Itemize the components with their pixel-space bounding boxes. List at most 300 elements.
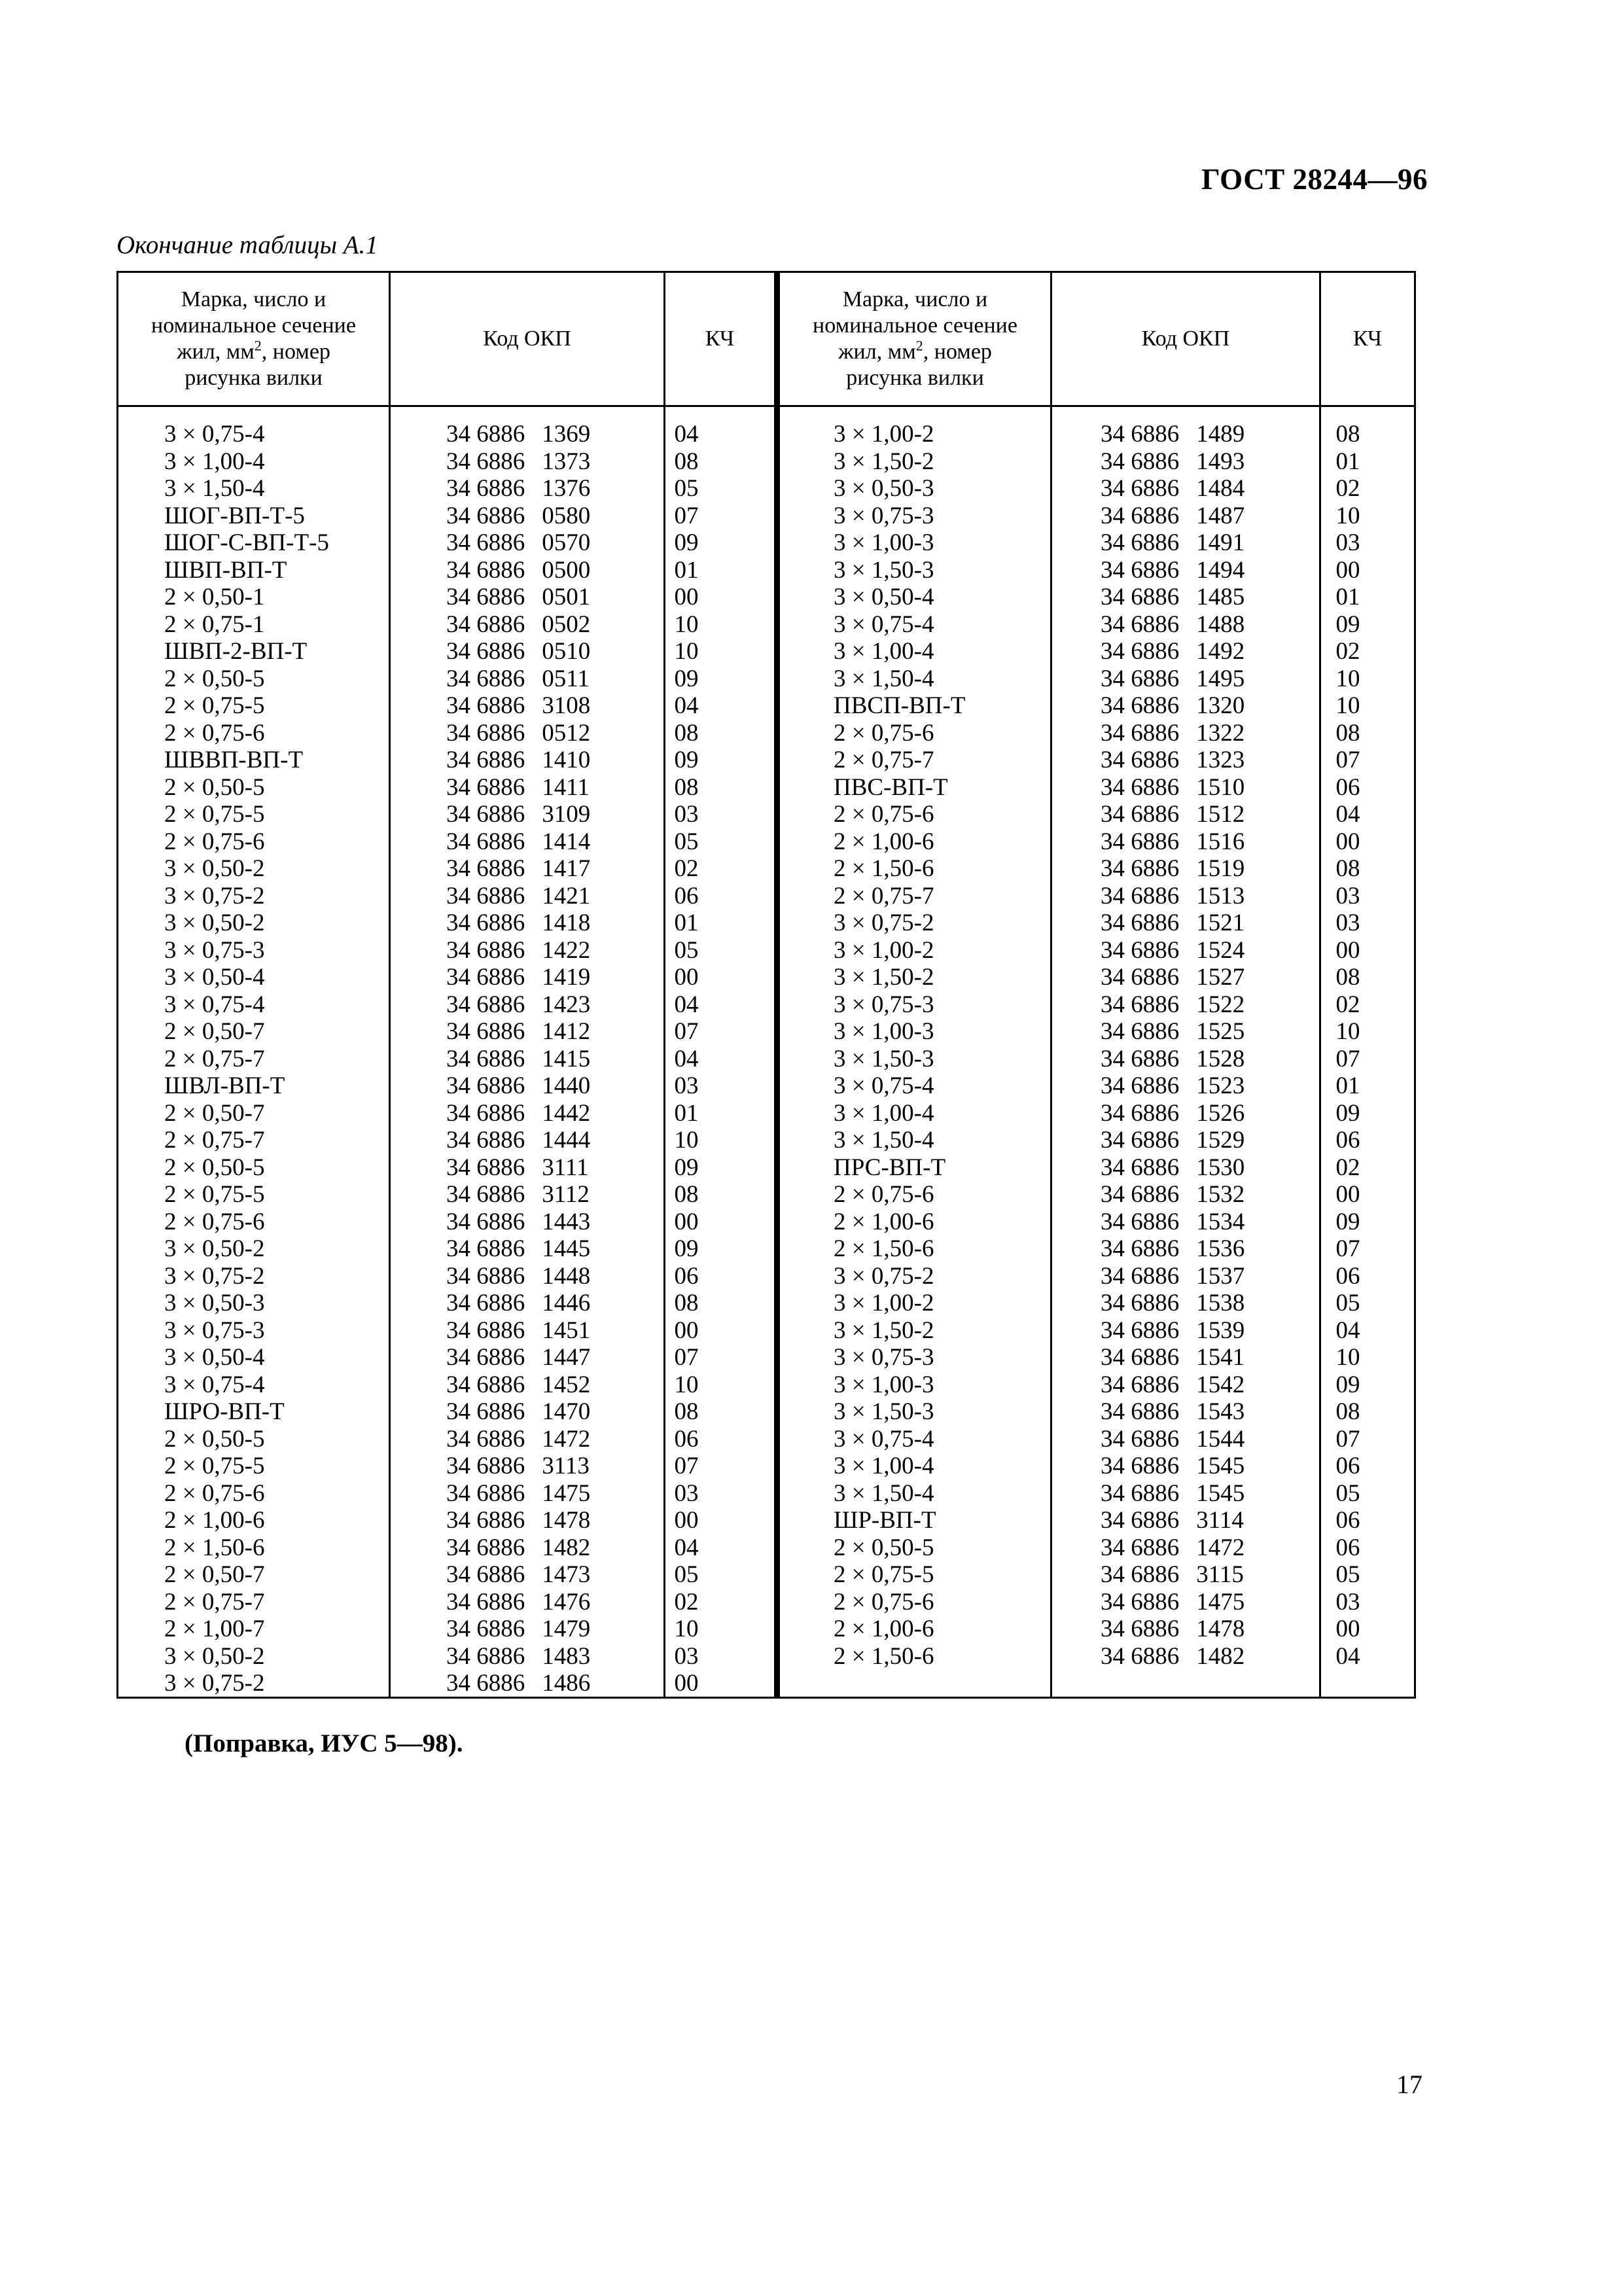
cell-okp-code (446, 883, 590, 910)
okp-prefix: 34 6886 (1101, 801, 1180, 828)
cell-mark: 3 × 0,75-2 (834, 910, 934, 936)
okp-prefix: 34 6886 (1101, 1371, 1180, 1398)
cell-okp-code (446, 1561, 590, 1589)
cell-mark: 3 × 0,75-2 (164, 882, 265, 910)
cell-kch: 00 (674, 1316, 699, 1344)
cell-mark: 3 × 1,50-3 (834, 556, 934, 584)
okp-prefix: 34 6886 (446, 1453, 525, 1479)
okp-number: 1545 (1196, 1479, 1245, 1507)
cell-kch: 08 (674, 448, 699, 475)
okp-prefix: 34 6886 (1101, 1616, 1180, 1642)
cell-mark: 2 × 0,75-6 (164, 719, 265, 747)
okp-prefix: 34 6886 (1101, 638, 1180, 665)
okp-prefix: 34 6886 (1101, 910, 1180, 936)
okp-number: 1495 (1196, 665, 1245, 692)
okp-number: 1532 (1196, 1181, 1245, 1208)
okp-prefix: 34 6886 (446, 475, 525, 502)
okp-number: 1421 (542, 882, 591, 910)
table-row (118, 1181, 1414, 1209)
cell-okp-code (446, 1480, 590, 1508)
cell-mark: 2 × 1,00-7 (164, 1616, 265, 1642)
cell-okp-code (446, 720, 590, 747)
cell-kch: 10 (674, 610, 699, 638)
cell-okp-code (1101, 1046, 1244, 1073)
okp-prefix: 34 6886 (446, 1235, 525, 1262)
cell-kch: 09 (1335, 1371, 1360, 1398)
okp-number: 1534 (1196, 1208, 1245, 1235)
table-row (118, 1100, 1414, 1127)
cell-mark: 3 × 1,50-2 (834, 448, 934, 475)
okp-number: 1475 (542, 1479, 591, 1507)
okp-number: 1489 (1196, 421, 1245, 448)
okp-prefix: 34 6886 (446, 584, 525, 610)
cell-kch: 08 (1335, 421, 1360, 448)
okp-number: 1414 (542, 828, 591, 855)
okp-number: 1513 (1196, 882, 1245, 910)
okp-number: 1443 (542, 1208, 591, 1235)
cell-okp-code (1101, 1371, 1244, 1399)
cell-kch: 04 (674, 1534, 699, 1561)
okp-prefix: 34 6886 (446, 1099, 525, 1127)
okp-number: 1545 (1196, 1453, 1245, 1479)
cell-kch: 05 (674, 828, 699, 855)
cell-kch: 07 (674, 1344, 699, 1371)
okp-prefix: 34 6886 (446, 1534, 525, 1561)
cell-kch: 10 (1335, 502, 1360, 529)
okp-prefix: 34 6886 (1101, 1045, 1180, 1072)
cell-mark: 3 × 0,75-4 (164, 1371, 265, 1398)
data-table (116, 271, 1416, 1699)
cell-okp-code (1101, 584, 1244, 611)
cell-mark: ПВС-ВП-Т (834, 773, 948, 801)
cell-kch: 01 (1335, 1072, 1360, 1099)
cell-okp-code (1101, 1561, 1244, 1589)
cell-kch: 04 (674, 991, 699, 1018)
okp-number: 1541 (1196, 1344, 1245, 1371)
cell-mark: 3 × 0,75-3 (834, 991, 934, 1018)
okp-prefix: 34 6886 (1101, 828, 1180, 855)
cell-mark: 3 × 0,50-2 (164, 855, 265, 882)
cell-kch: 09 (1335, 1099, 1360, 1127)
cell-kch: 06 (674, 1425, 699, 1453)
okp-prefix: 34 6886 (446, 556, 525, 584)
table-row (118, 1561, 1414, 1589)
okp-prefix: 34 6886 (446, 1045, 525, 1072)
okp-number: 1476 (542, 1588, 591, 1616)
cell-mark: 3 × 0,75-4 (834, 1072, 934, 1099)
okp-number: 1445 (542, 1235, 591, 1262)
cell-kch: 00 (1335, 556, 1360, 584)
header-code: Код ОКП (483, 327, 571, 351)
okp-number: 1323 (1196, 747, 1245, 773)
okp-prefix: 34 6886 (446, 1588, 525, 1616)
okp-number: 1422 (542, 936, 591, 964)
okp-prefix: 34 6886 (446, 610, 525, 638)
cell-okp-code (1101, 529, 1244, 557)
cell-mark: 2 × 0,75-7 (164, 1588, 265, 1616)
okp-number: 3113 (542, 1453, 590, 1479)
okp-prefix: 34 6886 (1101, 1316, 1180, 1344)
okp-number: 1523 (1196, 1072, 1245, 1099)
okp-prefix: 34 6886 (1101, 1507, 1180, 1534)
table-row (118, 937, 1414, 964)
cell-okp-code (446, 774, 590, 802)
cell-okp-code (1101, 1643, 1244, 1670)
okp-number: 1373 (542, 448, 591, 475)
okp-prefix: 34 6886 (1101, 1453, 1180, 1479)
cell-kch: 04 (1335, 801, 1360, 828)
cell-kch: 09 (674, 1235, 699, 1262)
okp-number: 1417 (542, 855, 591, 882)
okp-prefix: 34 6886 (1101, 1642, 1180, 1670)
cell-mark: 3 × 0,50-3 (834, 475, 934, 502)
okp-prefix: 34 6886 (1101, 1072, 1180, 1099)
table-row (118, 991, 1414, 1019)
okp-number: 3111 (542, 1154, 589, 1181)
table-row (118, 801, 1414, 828)
okp-prefix: 34 6886 (446, 1316, 525, 1344)
cell-mark: 3 × 1,50-4 (834, 1479, 934, 1507)
cell-okp-code (1101, 1426, 1244, 1453)
cell-kch: 06 (1335, 1453, 1360, 1479)
cell-okp-code (446, 1398, 590, 1426)
okp-number: 1536 (1196, 1235, 1245, 1262)
cell-kch: 01 (1335, 584, 1360, 610)
okp-prefix: 34 6886 (1101, 556, 1180, 584)
cell-kch: 08 (674, 1398, 699, 1425)
cell-kch: 09 (1335, 1208, 1360, 1235)
okp-number: 1542 (1196, 1371, 1245, 1398)
cell-mark: 2 × 0,50-5 (834, 1534, 934, 1561)
cell-mark: 3 × 0,75-4 (164, 991, 265, 1018)
cell-okp-code (446, 692, 590, 720)
cell-okp-code (446, 1154, 589, 1182)
cell-okp-code (446, 1072, 590, 1100)
cell-okp-code (1101, 611, 1244, 639)
cell-kch: 07 (674, 1018, 699, 1045)
cell-mark: 2 × 0,75-6 (164, 828, 265, 855)
cell-mark: 2 × 1,00-6 (834, 1616, 934, 1642)
cell-mark: ПВСП-ВП-Т (834, 692, 966, 719)
cell-kch: 04 (674, 1045, 699, 1072)
okp-number: 1410 (542, 747, 591, 773)
okp-prefix: 34 6886 (1101, 448, 1180, 475)
cell-okp-code (1101, 1616, 1244, 1643)
cell-mark: 2 × 1,00-6 (834, 1208, 934, 1235)
cell-kch: 08 (674, 773, 699, 801)
cell-kch: 00 (674, 1670, 699, 1697)
cell-kch: 06 (674, 1262, 699, 1290)
okp-prefix: 34 6886 (446, 529, 525, 556)
okp-prefix: 34 6886 (446, 692, 525, 719)
cell-kch: 07 (1335, 1425, 1360, 1453)
okp-number: 1482 (1196, 1642, 1245, 1670)
okp-number: 1485 (1196, 584, 1245, 610)
cell-kch: 06 (1335, 1507, 1360, 1534)
okp-number: 0511 (542, 665, 590, 692)
table-header (118, 273, 1414, 407)
okp-number: 1451 (542, 1316, 591, 1344)
cell-okp-code (1101, 665, 1244, 693)
okp-prefix: 34 6886 (446, 828, 525, 855)
okp-number: 3108 (542, 692, 591, 719)
cell-kch: 09 (674, 1154, 699, 1181)
okp-number: 0580 (542, 502, 591, 529)
okp-number: 1512 (1196, 801, 1245, 828)
cell-kch: 09 (674, 665, 699, 692)
cell-mark: 3 × 1,00-4 (164, 448, 265, 475)
cell-okp-code (1101, 1018, 1244, 1046)
cell-kch: 07 (1335, 1235, 1360, 1262)
okp-prefix: 34 6886 (446, 638, 525, 665)
okp-prefix: 34 6886 (1101, 1398, 1180, 1425)
okp-number: 0510 (542, 638, 591, 665)
table-row (118, 1317, 1414, 1345)
cell-kch: 10 (674, 1371, 699, 1398)
okp-number: 1473 (542, 1561, 591, 1588)
cell-mark: 3 × 1,50-2 (834, 1316, 934, 1344)
cell-mark: ШВВП-ВП-Т (164, 747, 304, 773)
cell-okp-code (446, 1589, 590, 1616)
cell-kch: 05 (674, 475, 699, 502)
table-row (118, 1371, 1414, 1399)
cell-okp-code (446, 855, 590, 883)
cell-okp-code (1101, 720, 1244, 747)
okp-prefix: 34 6886 (446, 1642, 525, 1670)
cell-mark: 2 × 1,50-6 (834, 1642, 934, 1670)
okp-prefix: 34 6886 (446, 1344, 525, 1371)
cell-mark: 3 × 0,50-4 (834, 584, 934, 610)
table-row (118, 1072, 1414, 1100)
cell-okp-code (446, 937, 590, 964)
okp-number: 0570 (542, 529, 591, 556)
cell-kch: 01 (1335, 448, 1360, 475)
cell-kch: 05 (674, 936, 699, 964)
cell-mark: ШВП-ВП-Т (164, 556, 287, 584)
cell-mark: 2 × 1,50-6 (164, 1534, 265, 1561)
cell-mark: 3 × 1,50-4 (164, 475, 265, 502)
okp-prefix: 34 6886 (446, 719, 525, 747)
cell-mark: 2 × 1,50-6 (834, 855, 934, 882)
cell-okp-code (1101, 1127, 1244, 1154)
cell-okp-code (446, 1507, 590, 1534)
cell-kch: 00 (1335, 1616, 1360, 1642)
okp-number: 0501 (542, 584, 591, 610)
cell-kch: 00 (1335, 1181, 1360, 1208)
cell-kch: 10 (674, 1616, 699, 1642)
cell-mark: 3 × 0,75-3 (164, 936, 265, 964)
cell-okp-code (446, 1235, 590, 1263)
okp-prefix: 34 6886 (1101, 719, 1180, 747)
cell-okp-code (446, 1371, 590, 1399)
table-row (118, 584, 1414, 611)
okp-number: 1538 (1196, 1290, 1245, 1316)
cell-okp-code (1101, 747, 1244, 774)
table-row (118, 448, 1414, 476)
cell-kch: 02 (1335, 991, 1360, 1018)
cell-okp-code (446, 1426, 590, 1453)
cell-kch: 03 (1335, 529, 1360, 556)
okp-number: 1483 (542, 1642, 591, 1670)
cell-okp-code (1101, 692, 1244, 720)
cell-okp-code (1101, 828, 1244, 856)
okp-prefix: 34 6886 (446, 882, 525, 910)
cell-kch: 02 (674, 1588, 699, 1616)
cell-kch: 03 (674, 801, 699, 828)
cell-kch: 08 (1335, 855, 1360, 882)
okp-prefix: 34 6886 (446, 502, 525, 529)
cell-mark: ШВЛ-ВП-Т (164, 1072, 285, 1099)
okp-number: 1529 (1196, 1127, 1245, 1154)
cell-okp-code (446, 475, 590, 503)
cell-kch: 00 (1335, 828, 1360, 855)
cell-mark: ШОГ-ВП-Т-5 (164, 502, 305, 529)
okp-prefix: 34 6886 (1101, 1208, 1180, 1235)
cell-okp-code (1101, 1290, 1244, 1317)
okp-number: 1530 (1196, 1154, 1245, 1181)
okp-number: 1470 (542, 1398, 591, 1425)
cell-mark: 3 × 0,50-4 (164, 1344, 265, 1371)
okp-prefix: 34 6886 (446, 665, 525, 692)
cell-mark: 3 × 1,50-4 (834, 665, 934, 692)
cell-okp-code (1101, 855, 1244, 883)
cell-mark: 3 × 0,50-3 (164, 1290, 265, 1316)
okp-number: 1444 (542, 1127, 591, 1154)
cell-okp-code (446, 1643, 590, 1670)
cell-mark: 3 × 0,75-3 (834, 502, 934, 529)
table-row (118, 1480, 1414, 1508)
cell-mark: 3 × 0,50-2 (164, 1642, 265, 1670)
cell-mark: 3 × 1,00-2 (834, 421, 934, 448)
cell-mark: 2 × 0,75-7 (834, 747, 934, 773)
okp-number: 1484 (1196, 475, 1245, 502)
okp-number: 1472 (542, 1425, 591, 1453)
cell-okp-code (1101, 937, 1244, 964)
cell-mark: 3 × 1,00-3 (834, 1018, 934, 1045)
cell-kch: 06 (1335, 1534, 1360, 1561)
cell-mark: 3 × 0,50-4 (164, 964, 265, 991)
cell-kch: 04 (1335, 1642, 1360, 1670)
okp-number: 1525 (1196, 1018, 1245, 1045)
cell-okp-code (1101, 801, 1244, 828)
cell-mark: 2 × 0,75-5 (834, 1561, 934, 1588)
okp-prefix: 34 6886 (1101, 855, 1180, 882)
cell-okp-code (1101, 448, 1244, 476)
cell-kch: 07 (674, 1453, 699, 1479)
cell-mark: ШРО-ВП-Т (164, 1398, 285, 1425)
cell-kch: 06 (1335, 1127, 1360, 1154)
cell-kch: 04 (674, 421, 699, 448)
okp-prefix: 34 6886 (446, 855, 525, 882)
cell-okp-code (1101, 475, 1244, 503)
cell-kch: 10 (1335, 692, 1360, 719)
header-kch: КЧ (705, 327, 735, 351)
cell-kch: 00 (674, 1507, 699, 1534)
table-row (118, 910, 1414, 937)
cell-okp-code (1101, 1453, 1244, 1480)
cell-okp-code (446, 1209, 590, 1236)
table-row (118, 1453, 1414, 1480)
cell-mark: 2 × 1,50-6 (834, 1235, 934, 1262)
okp-number: 3115 (1196, 1561, 1244, 1588)
cell-kch: 04 (1335, 1316, 1360, 1344)
okp-number: 0500 (542, 556, 591, 584)
okp-number: 1494 (1196, 556, 1245, 584)
okp-number: 3109 (542, 801, 591, 828)
okp-prefix: 34 6886 (1101, 584, 1180, 610)
cell-mark: 2 × 0,50-7 (164, 1099, 265, 1127)
cell-kch: 06 (1335, 1262, 1360, 1290)
table-caption: Окончание таблицы А.1 (116, 231, 378, 259)
cell-okp-code (1101, 1317, 1244, 1345)
cell-okp-code (1101, 1507, 1244, 1534)
cell-mark: ПРС-ВП-Т (834, 1154, 946, 1181)
okp-number: 1452 (542, 1371, 591, 1398)
cell-okp-code (446, 1290, 590, 1317)
okp-number: 1544 (1196, 1425, 1245, 1453)
header-kch-right: КЧ (1352, 327, 1383, 351)
okp-number: 1492 (1196, 638, 1245, 665)
cell-kch: 00 (674, 964, 699, 991)
standard-number: ГОСТ 28244—96 (1201, 163, 1428, 196)
okp-prefix: 34 6886 (446, 1507, 525, 1534)
okp-number: 1521 (1196, 910, 1245, 936)
okp-prefix: 34 6886 (446, 1371, 525, 1398)
cell-kch: 03 (1335, 910, 1360, 936)
okp-number: 1522 (1196, 991, 1245, 1018)
okp-number: 1418 (542, 910, 591, 936)
cell-kch: 01 (674, 1099, 699, 1127)
okp-prefix: 34 6886 (1101, 991, 1180, 1018)
okp-prefix: 34 6886 (446, 448, 525, 475)
cell-okp-code (446, 828, 590, 856)
okp-prefix: 34 6886 (446, 801, 525, 828)
okp-prefix: 34 6886 (446, 1072, 525, 1099)
cell-mark: 2 × 0,75-5 (164, 692, 265, 719)
okp-prefix: 34 6886 (1101, 882, 1180, 910)
cell-kch: 10 (1335, 665, 1360, 692)
table-row (118, 1426, 1414, 1453)
cell-kch: 03 (674, 1072, 699, 1099)
cell-kch: 10 (1335, 1018, 1360, 1045)
cell-kch: 09 (674, 747, 699, 773)
cell-okp-code (446, 1100, 590, 1127)
cell-mark: 2 × 0,75-7 (164, 1045, 265, 1072)
cell-mark: 3 × 0,50-2 (164, 1235, 265, 1262)
okp-prefix: 34 6886 (1101, 1018, 1180, 1045)
cell-okp-code (446, 964, 590, 991)
cell-kch: 10 (674, 1127, 699, 1154)
table-row (118, 1290, 1414, 1317)
cell-okp-code (446, 1181, 590, 1209)
cell-mark: 3 × 0,75-2 (834, 1262, 934, 1290)
cell-mark: 2 × 0,75-6 (164, 1208, 265, 1235)
okp-prefix: 34 6886 (446, 991, 525, 1018)
okp-prefix: 34 6886 (1101, 1588, 1180, 1616)
okp-number: 1447 (542, 1344, 591, 1371)
amendment-note: (Поправка, ИУС 5—98). (185, 1729, 463, 1757)
okp-prefix: 34 6886 (1101, 665, 1180, 692)
cell-mark: 3 × 1,50-3 (834, 1398, 934, 1425)
okp-prefix: 34 6886 (446, 1018, 525, 1045)
cell-mark: 3 × 0,75-2 (164, 1262, 265, 1290)
table-row (118, 1534, 1414, 1562)
okp-prefix: 34 6886 (1101, 747, 1180, 773)
cell-mark: 2 × 0,75-5 (164, 1181, 265, 1208)
cell-okp-code (446, 1018, 590, 1046)
okp-number: 1472 (1196, 1534, 1245, 1561)
table-row (118, 828, 1414, 856)
